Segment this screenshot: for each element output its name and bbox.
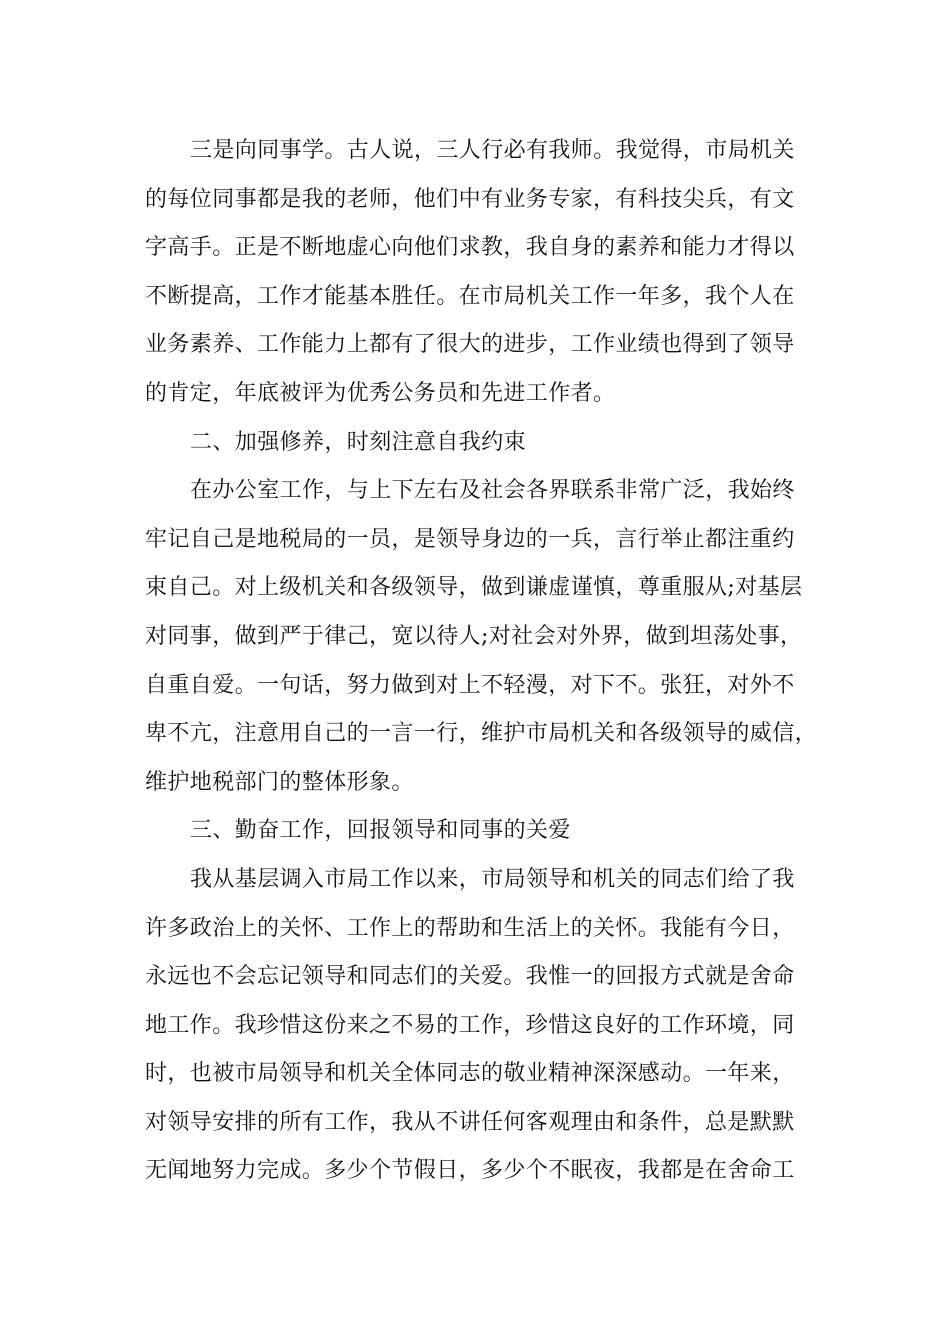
section-heading: 二、加强修养，时刻注意自我约束	[190, 429, 527, 455]
text-line: 对领导安排的所有工作，我从不讲任何客观理由和条件，总是默默	[145, 1109, 795, 1135]
text-line: 字高手。正是不断地虚心向他们求教，我自身的素养和能力才得以	[145, 235, 795, 261]
text-line: 不断提高，工作才能基本胜任。在市局机关工作一年多，我个人在	[145, 283, 795, 309]
text-line: 对同事，做到严于律己，宽以待人;对社会对外界，做到坦荡处事，	[145, 623, 803, 649]
text-line: 在办公室工作，与上下左右及社会各界联系非常广泛，我始终	[190, 478, 795, 504]
text-line: 卑不亢，注意用自己的一言一行，维护市局机关和各级领导的威信，	[145, 721, 818, 747]
text-line: 三是向同事学。古人说，三人行必有我师。我觉得，市局机关	[190, 138, 795, 163]
text-line: 维护地税部门的整体形象。	[145, 769, 414, 795]
text-line: 许多政治上的关怀、工作上的帮助和生活上的关怀。我能有今日，	[145, 915, 795, 941]
text-line: 的肯定，年底被评为优秀公务员和先进工作者。	[145, 380, 616, 406]
text-line: 地工作。我珍惜这份来之不易的工作，珍惜这良好的工作环境，同	[145, 1012, 795, 1038]
text-line: 自重自爱。一句话，努力做到对上不轻漫，对下不。张狂，对外不	[145, 672, 795, 698]
text-line: 的每位同事都是我的老师，他们中有业务专家，有科技尖兵，有文	[145, 186, 795, 212]
text-line: 牢记自己是地税局的一员，是领导身边的一兵，言行举止都注重约	[145, 526, 795, 552]
text-line: 永远也不会忘记领导和同志们的关爱。我惟一的回报方式就是舍命	[145, 964, 795, 990]
text-line: 无闻地努力完成。多少个节假日，多少个不眠夜，我都是在舍命工	[145, 1158, 795, 1184]
body-text	[145, 127, 825, 1196]
text-line: 我从基层调入市局工作以来，市局领导和机关的同志们给了我	[190, 866, 795, 892]
text-line: 束自己。对上级机关和各级领导，做到谦虚谨慎，尊重服从;对基层	[145, 575, 803, 601]
text-line: 业务素养、工作能力上都有了很大的进步，工作业绩也得到了领导	[145, 332, 795, 358]
section-heading: 三、勤奋工作，回报领导和同事的关爱	[190, 818, 571, 844]
text-line: 时，也被市局领导和机关全体同志的敬业精神深深感动。一年来，	[145, 1061, 795, 1087]
